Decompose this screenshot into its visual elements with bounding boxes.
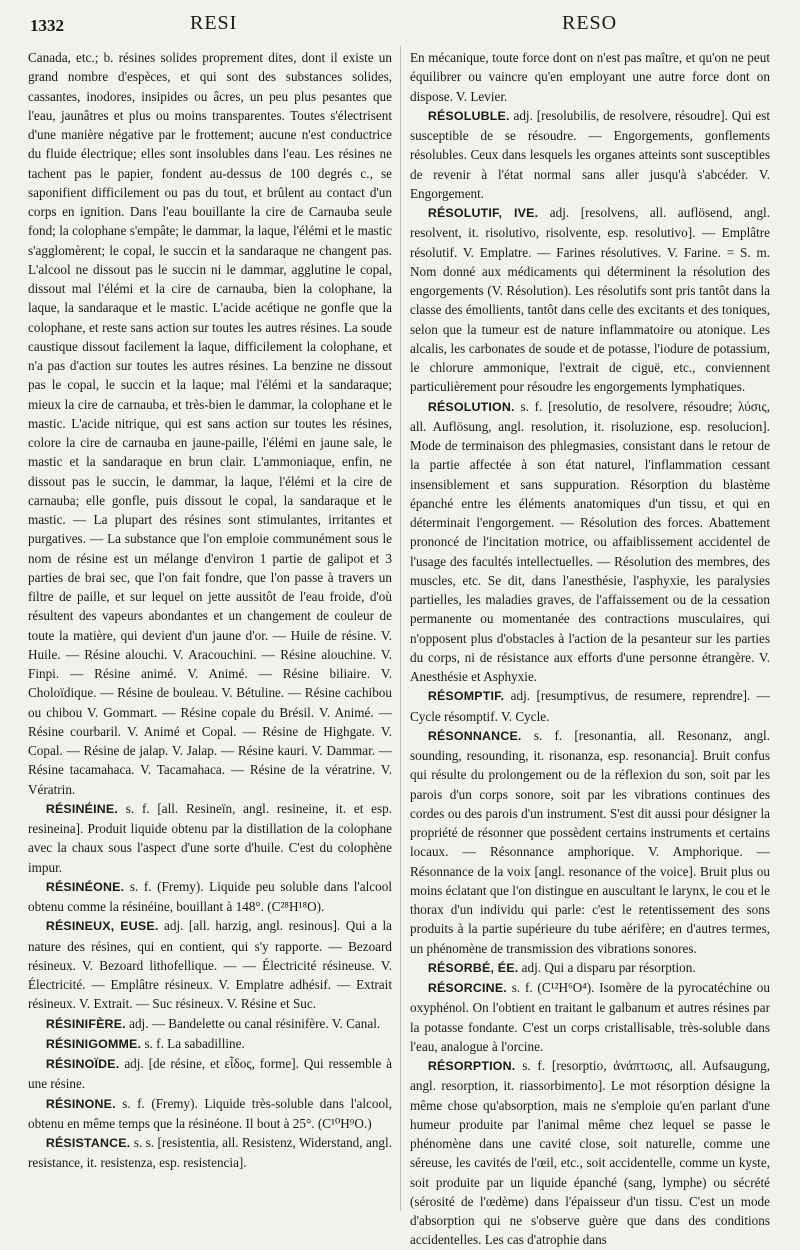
entry-headword: RÉSINONE. xyxy=(45,1096,116,1111)
entry-continuation xyxy=(28,48,392,799)
dictionary-entry xyxy=(28,877,392,917)
entry-text: Canada, etc.; b. résines solides proprement dites, dont il existe un grand nombre d'espèces, et qui sont des substances solides, cassantes, inodores, insipides ou âcres, un peu plus pesantes que l'eau, jaunâtres et plus ou moins transparentes. Toutes s'électrisent d'une manière négative par le frottement; aucune n'est conductrice du fluide électrique; elles sont insolubles dans l'eau. Les résines ne tachent pas le papier, fondent au-dessus de 100 degrés c., se saponifient difficilement ou pas du tout, et brûlent au contact d'un corps en ignition. Dans l'eau bouillante la cire de Carnauba seule fond; la colophane s'empâte; le dammar, la laque, l'élémi et le mastic s'agglomèrent; le copal, le succin et la sandaraque ne changent pas. L'alcool ne dissout pas le succin ni le dammar, agglutine le copal, dissout mal l'élémi et la cire de carnauba, bien la colophane, la laque, la sandaraque et le mastic. L'acide acétique ne gonfle que la colophane, et reste sans action sur toutes les autres résines. La soude caustique dissout facilement la laque, difficilement la colophane, et n'a pas d'action sur toutes les autres résines. La benzine ne dissout pas le copal, le succin et la laque; mal l'élémi et la sandaraque; mieux la cire de carnauba, et très-bien le dammar, la colophane et le mastic. L'acide nitrique, qui est sans action sur toutes les résines, colore la cire de carnauba en jaune-paille, l'élémi en jaune sale, le mastic et la sandaraque en brun clair. L'ammoniaque, enfin, ne dissout pas le succin, le dammar, la laque, l'élémi et la cire de carnauba; elle gonfle, puis dissout le copal, la sandaraque et le mastic. — La plupart des résines sont stimulantes, irritantes et purgatives. — La substance que l'on emploie communément sous le nom de résine est un mélange d'environ 1 partie de galipot et 3 parties de brai sec, que l'on fait fondre, que l'on passe à travers un filtre de paille, et sur lequel on jette aussitôt de l'eau froide, d'où résultent des vapeurs abondantes et un changement de couleur de toute la matière, qui devient d'un jaune d'or. — Huile de résine. V. Huile. — Résine alouchi. V. Aracouchini. — Résine alouchine. V. Finpi. — Résine animé. V. Animé. — Résine biliaire. V. Choloïdique. — Résine de bouleau. V. Bétuline. — Résine cachibou ou chibou V. Gommart. — Résine copale du Brésil. V. Animé. — Résine courbaril. V. Animé et Copal. — Résine de Highgate. V. Copal. — Résine de jalap. V. Jalap. — Résine kauri. V. Dammar. — Résine tacamahaca. V. Tacamahaca. — Résine de la vératrine. V. Vératrin. xyxy=(28,50,392,797)
entry-headword: RÉSORBÉ, ÉE. xyxy=(427,960,519,975)
left-column xyxy=(28,48,392,1173)
entry-text: adj. [resumptivus, de resumere, reprendre]. — Cycle résomptif. V. Cycle. xyxy=(410,688,770,724)
entry-text: s. f. La sabadilline. xyxy=(144,1035,245,1051)
right-column xyxy=(410,48,770,1250)
entry-text: s. f. (Fremy). Liquide peu soluble dans l'alcool obtenu comme la résinéine, bouillant à 148°. (C²⁸H¹⁸O). xyxy=(28,878,393,914)
dictionary-entry xyxy=(28,1054,392,1094)
dictionary-entry xyxy=(28,916,392,1013)
entry-text: adj. Qui a disparu par résorption. xyxy=(521,959,696,975)
entry-headword: RÉSONNANCE. xyxy=(427,728,522,743)
dictionary-entry xyxy=(410,106,770,203)
entry-continuation xyxy=(410,48,770,106)
running-head-left: RESI xyxy=(190,12,238,34)
entry-headword: RÉSINIFÈRE. xyxy=(45,1016,126,1031)
entry-headword: RÉSINÉONE. xyxy=(45,879,125,894)
dictionary-entry xyxy=(410,686,770,726)
entry-headword: RÉSINOÏDE. xyxy=(45,1057,120,1071)
entry-text: adj. [de résine, et εἶδος, forme]. Qui ressemble à une résine. xyxy=(28,1056,392,1092)
entry-text: s. f. [resonantia, all. Resonanz, angl. sounding, resounding, it. risonanza, esp. resonancia]. Bruit confus qui résulte du prolongement ou de la réflexion du son, soit par les parois d'un corps sonore, soit par les vibrations continues des cordes ou des parois d'un instrument. S'est dit aussi pour désigner la propriété de résonner que possèdent certains instruments et certains locaux. — Résonnance amphorique. V. Amphorique. — Résonnance de la voix [angl. resonance of the voice]. Bruit plus ou moins éclatant que l'on distingue en auscultant le larynx, le cou et le thorax d'un individu qui parle: c'est le retentissement des sons produits à la partie supérieure du tube aérifère; en d'autres termes, un phénomène de transmission des vibrations sonores. xyxy=(410,727,771,956)
running-head-right: RESO xyxy=(562,12,618,34)
entry-headword: RÉSINÉINE. xyxy=(45,801,119,816)
dictionary-entry xyxy=(28,799,392,877)
entry-headword: RÉSOLUTIF, IVE. xyxy=(427,206,539,220)
dictionary-entry xyxy=(410,397,770,687)
entry-headword: RÉSORPTION. xyxy=(427,1059,516,1073)
entry-headword: RÉSISTANCE. xyxy=(45,1136,131,1150)
dictionary-entry xyxy=(410,978,770,1056)
entry-text: s. f. (C¹²H⁶O⁴). Isomère de la pyrocatéchine ou oxyphénol. On l'obtient en traitant le galbanum et autres résines par la potasse fondante. C'est un corps cristallisable, très-soluble dans l'eau, analogue à l'orcine. xyxy=(410,980,770,1054)
entry-headword: RÉSOMPTIF. xyxy=(427,689,505,704)
entry-text: adj. — Bandelette ou canal résinifère. V. Canal. xyxy=(129,1015,381,1031)
dictionary-entry xyxy=(410,726,770,958)
entry-headword: RÉSOLUBLE. xyxy=(427,108,510,123)
entry-text: En mécanique, toute force dont on n'est pas maître, et qu'on ne peut équilibrer ou vaincre qu'en employant une autre force dont on dispose. V. Levier. xyxy=(410,50,770,104)
entry-headword: RÉSINEUX, EUSE. xyxy=(45,919,159,934)
entry-text: s. f. (Fremy). Liquide très-soluble dans l'alcool, obtenu en même temps que la résinéone. Il bout à 25°. (C¹⁰H⁹O.) xyxy=(28,1095,393,1131)
entry-text: adj. [all. harzig, angl. resinous]. Qui a la nature des résines, qui en contient, qui s'y rapporte. — Bezoard résineux. V. Bezoard lithofellique. — — Électricité résineuse. V. Électricité. — Emplâtre résineux. V. Emplatre adhésif. — Extrait résineux. V. Extrait. — Suc résineux. V. Résine et Suc. xyxy=(28,918,393,1012)
dictionary-entry xyxy=(28,1034,392,1054)
page-number: 1332 xyxy=(30,16,64,35)
dictionary-entry xyxy=(410,203,770,397)
entry-text: s. f. [resolutio, de resolvere, résoudre; λύσις, all. Auflösung, angl. resolution, it. risoluzione, esp. resolucion]. Mode de terminaison des phlegmasies, consistant dans le retour de la partie affectée à son état naturel, l'inflammation cessant insensiblement et sans suppuration. Résorption du blastème épanché entre les éléments anatomiques d'un tissu, et qui en déterminait l'engorgement. — Résolution des forces. Abattement prononcé de l'incitation motrice, ou affaiblissement accidentel de l'usage des facultés intellectuelles. — Résolution des membres, des muscles, etc. Se dit, dans l'anesthésie, l'asphyxie, les paralysies partielles, les maladies graves, de l'affaissement ou de la cessation permanente ou momentanée des contractions musculaires, qui n'opposent plus d'obstacles à l'action de la pesanteur sur les parties du corps, ni de résistance aux efforts d'une personne étrangère. V. Anesthésie et Asphyxie. xyxy=(410,398,770,684)
column-divider xyxy=(400,46,401,1211)
entry-headword: RÉSORCINE. xyxy=(427,981,507,995)
entry-text: s. f. [all. Resineïn, angl. resineine, it. et esp. resineina]. Produit liquide obtenu par la distillation de la colophane avec la chaux sous l'aspect d'une sorte d'huile. C'est du colophène impur. xyxy=(28,800,392,875)
dictionary-entry xyxy=(28,1094,392,1134)
dictionary-entry xyxy=(28,1133,392,1173)
dictionary-entry xyxy=(410,958,770,978)
entry-text: adj. [resolvens, all. auflösend, angl. resolvent, it. risolutivo, risolvente, esp. resolutivo]. — Emplâtre résolutif. V. Emplatre. — Farines résolutives. V. Farine. = S. m. Nom donné aux médicaments qui déterminent la résolution des engorgements (V. Résolution). Les résolutifs sont pris tantôt dans la classe des émollients, tantôt dans celle des excitants et des toniques, selon que la tumeur est de nature inflammatoire ou atonique. Les alcalis, les carbonates de soude et de potasse, l'iodure de potassium, le chlorure ammonique, l'extrait de ciguë, etc., conviennent particulièrement pour résoudre les engorgements lymphatiques. xyxy=(410,205,771,395)
entry-text: s. s. [resistentia, all. Resistenz, Widerstand, angl. resistance, it. resistenza, esp. resistencia]. xyxy=(28,1135,392,1171)
dictionary-entry xyxy=(28,1014,392,1034)
entry-headword: RÉSOLUTION. xyxy=(427,399,515,414)
entry-text: s. f. [resorptio, ἀνάπτωσις, all. Aufsaugung, angl. resorption, it. riassorbimento]. Le mot résorption désigne la même chose qu'absorption, mais ne s'emploie qu'en parlant d'une humeur produite par l'animal même chez lequel se passe le phénomène dans une cavité close, soit naturelle, comme une séreuse, les cavités de l'œil, etc., soit accidentelle, comme un kyste, soit produite par un liquide épanché (sang, lymphe) ou sécrété (sérosité de l'œdème) dans l'épaisseur d'un tissu. C'est un mode d'absorption qui ne s'observe guère que dans des conditions accidentelles. Les cas d'atrophie dans xyxy=(410,1058,771,1248)
entry-headword: RÉSINIGOMME. xyxy=(45,1036,142,1051)
entry-text: adj. [resolubilis, de resolvere, résoudre]. Qui est susceptible de se résoudre. — Engorgements, gonflements résolubles. Ceux dans lesquels les organes atteints sont susceptibles de revenir à l'état normal sans aller jusqu'à s'abcéder. V. Engorgement. xyxy=(410,107,770,201)
dictionary-entry xyxy=(410,1056,770,1250)
